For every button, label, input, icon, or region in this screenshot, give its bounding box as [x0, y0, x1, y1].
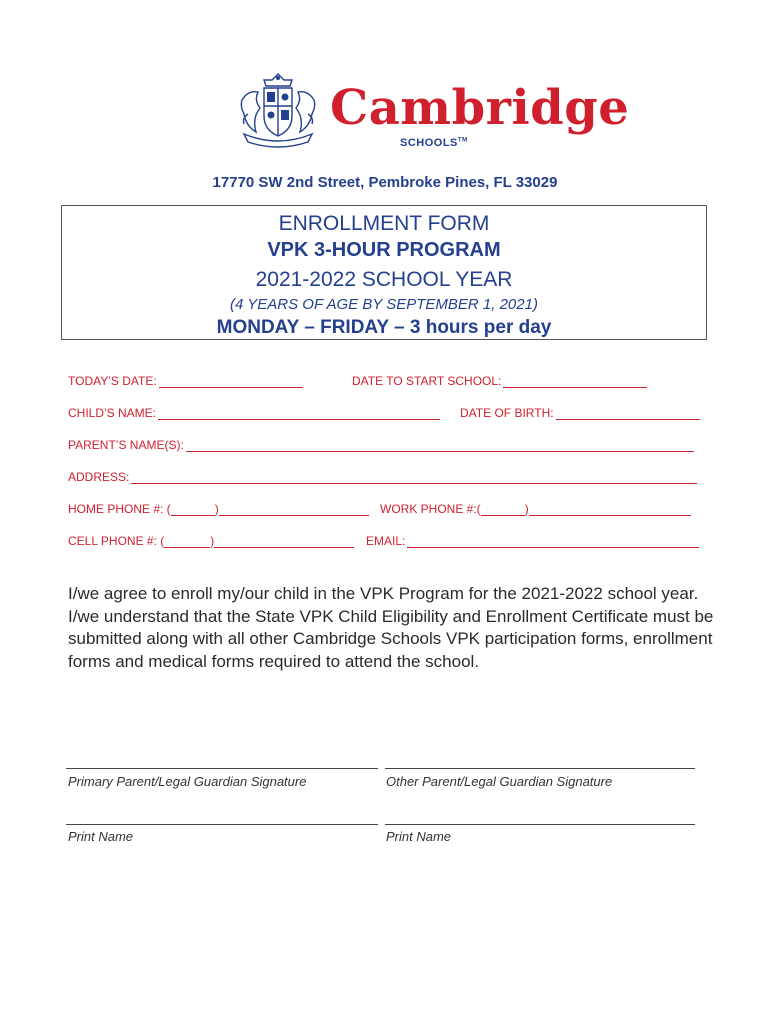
school-crest-icon — [234, 70, 322, 152]
child-name-label: CHILD’S NAME: — [68, 406, 157, 420]
school-year: 2021-2022 SCHOOL YEAR — [255, 268, 513, 291]
dob-label: DATE OF BIRTH: — [460, 406, 554, 420]
dob-blank[interactable] — [556, 407, 700, 420]
cell-phone-label: CELL PHONE #: ( — [68, 534, 165, 548]
form-title-box — [61, 205, 707, 340]
age-requirement: (4 YEARS OF AGE BY SEPTEMBER 1, 2021) — [230, 296, 538, 313]
home-phone-label: HOME PHONE #: ( — [68, 502, 171, 516]
school-wordmark-subtitle: SCHOOLS™ — [400, 137, 468, 149]
agreement-paragraph-2: I/we understand that the State VPK Child Eligibility and Enrollment Certificate must be submitted along with all other Cambridge Schools VPK participation forms, enrollment forms and medical forms required to attend the school. — [68, 606, 714, 671]
parent-names-field — [68, 438, 694, 452]
home-phone-number-blank[interactable] — [219, 503, 369, 516]
work-phone-label: WORK PHONE #:( — [380, 502, 481, 516]
work-phone-area-blank[interactable] — [481, 503, 525, 516]
primary-signature-line[interactable] — [66, 768, 378, 769]
other-signature-label: Other Parent/Legal Guardian Signature — [386, 774, 613, 789]
print-name-label-left: Print Name — [68, 829, 134, 844]
todays-date-blank[interactable] — [159, 375, 303, 388]
print-name-line-right[interactable] — [385, 824, 695, 825]
todays-date-label: TODAY’S DATE: — [68, 374, 157, 388]
cell-phone-field — [68, 534, 354, 548]
cell-phone-paren: ) — [210, 534, 215, 548]
other-signature-line[interactable] — [385, 768, 695, 769]
schedule: MONDAY – FRIDAY – 3 hours per day — [216, 317, 552, 338]
home-phone-paren: ) — [214, 502, 219, 516]
address-label: ADDRESS: — [68, 470, 130, 484]
print-name-label-right: Print Name — [386, 829, 452, 844]
todays-date-field — [68, 374, 303, 388]
start-date-blank[interactable] — [503, 375, 647, 388]
print-name-line-left[interactable] — [66, 824, 378, 825]
address-blank[interactable] — [131, 471, 697, 484]
email-blank[interactable] — [407, 535, 699, 548]
school-wordmark: Cambridge — [330, 80, 630, 136]
child-name-blank[interactable] — [158, 407, 440, 420]
email-field — [366, 534, 699, 548]
home-phone-area-blank[interactable] — [171, 503, 215, 516]
cell-phone-number-blank[interactable] — [214, 535, 354, 548]
work-phone-field — [380, 502, 691, 516]
parent-names-blank[interactable] — [186, 439, 694, 452]
agreement-paragraph-1: I/we agree to enroll my/our child in the VPK Program for the 2021-2022 school year. — [68, 584, 699, 603]
start-date-field — [352, 374, 647, 388]
work-phone-number-blank[interactable] — [529, 503, 691, 516]
home-phone-field — [68, 502, 369, 516]
cell-phone-area-blank[interactable] — [164, 535, 210, 548]
parent-names-label: PARENT’S NAME(S): — [68, 438, 184, 452]
child-name-field — [68, 406, 440, 420]
address-field — [68, 470, 697, 484]
form-title: ENROLLMENT FORM — [278, 212, 490, 235]
agreement-text — [68, 583, 718, 673]
work-phone-paren: ) — [524, 502, 529, 516]
primary-signature-label: Primary Parent/Legal Guardian Signature — [68, 774, 307, 789]
program-name: VPK 3-HOUR PROGRAM — [267, 239, 501, 261]
email-label: EMAIL: — [366, 534, 406, 548]
school-address: 17770 SW 2nd Street, Pembroke Pines, FL 33029 — [212, 174, 558, 191]
dob-field — [460, 406, 700, 420]
start-date-label: DATE TO START SCHOOL: — [352, 374, 502, 388]
